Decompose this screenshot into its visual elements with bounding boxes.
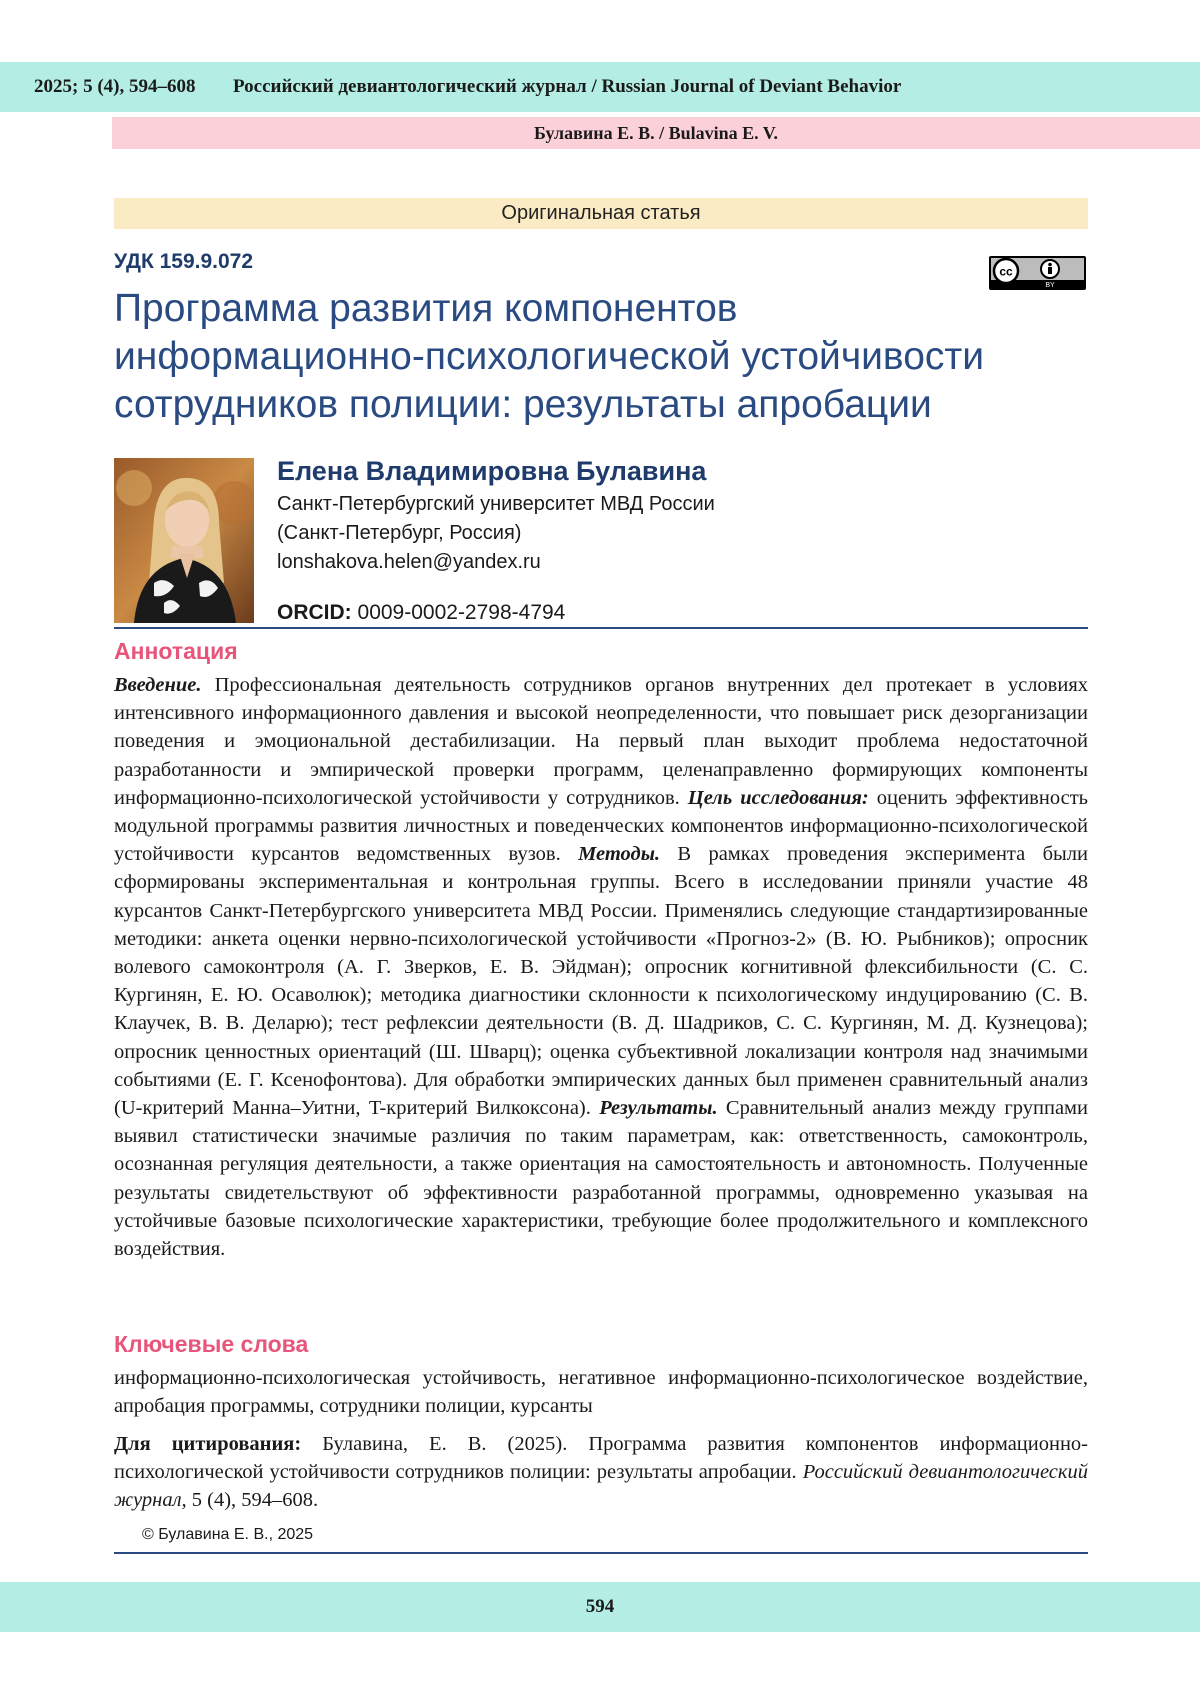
author-affiliation-block bbox=[277, 490, 715, 577]
title-line: сотрудников полиции: результаты апробации bbox=[114, 383, 932, 426]
journal-title: Российский девиантологический журнал / Russian Journal of Deviant Behavior bbox=[233, 76, 902, 97]
results-text: Сравнительный анализ между группами выявил статистически значимые различия по таким параметрам, как: ответственность, самоконтроль, осознанная регуляция деятельности, а также ориентация на самостоятельность и автономность. Полученные результаты свидетельствуют об эффективности разработанной программы, одновременно указывая на устойчивые базовые психологические характеристики, требующие более продолжительного и комплексного воздействия. bbox=[114, 1097, 1088, 1261]
aim-label: Цель исследования: bbox=[687, 786, 869, 809]
article-title bbox=[114, 285, 1094, 429]
author-email[interactable]: lonshakova.helen@yandex.ru bbox=[277, 551, 541, 573]
footer-band bbox=[0, 1582, 1200, 1632]
title-line: Программа развития компонентов bbox=[114, 287, 738, 330]
methods-text: В рамках проведения эксперимента были сформированы экспериментальная и контрольная группы. Всего в исследовании приняли участие 48 курсантов Санкт-Петербургского университета МВД России. Применялись следующие стандартизированные методики: анкета оценки нервно-психологической устойчивости «Прогноз-2» (В. Ю. Рыбников); опросник волевого самоконтроля (А. Г. Зверков, Е. В. Эйдман); опросник когнитивной флексибильности (С. С. Кургинян, Е. Ю. Осаволюк); методика диагностики склонности к психологическому индуцированию (С. В. Клаучек, В. В. Деларю); тест рефлексии деятельности (В. Д. Шадриков, С. С. Кургинян, М. Д. Кузнецова); опросник ценностных ориентаций (Ш. Шварц); оценка субъективной локализации контроля над значимыми событиями (Е. Г. Ксенофонтова). Для обработки эмпирических данных был применен сравнительный анализ (U-критерий Манна–Уитни, T-критерий Вилкоксона). bbox=[114, 843, 1088, 1120]
svg-text:cc: cc bbox=[999, 264, 1013, 279]
author-location: (Санкт-Петербург, Россия) bbox=[277, 522, 522, 544]
author-affiliation: Санкт-Петербургский университет МВД России bbox=[277, 493, 715, 515]
citation-tail: 5 (4), 594–608. bbox=[186, 1489, 319, 1512]
divider bbox=[114, 1552, 1088, 1554]
keywords-text: информационно-психологическая устойчивость, негативное информационно-психологическое воздействие, апробация программы, сотрудники полиции, курсанты bbox=[114, 1367, 1088, 1418]
citation-journal: Российский девиантологический журнал, bbox=[114, 1461, 1088, 1512]
methods-label: Методы. bbox=[578, 843, 661, 866]
divider bbox=[114, 627, 1088, 629]
page-number: 594 bbox=[585, 1596, 615, 1617]
running-author-band bbox=[112, 117, 1200, 149]
keywords-heading: Ключевые слова bbox=[114, 1331, 309, 1357]
issue-info: 2025; 5 (4), 594–608 bbox=[34, 76, 196, 97]
intro-text: Профессиональная деятельность сотрудников органов внутренних дел протекает в условиях интенсивного информационного давления и высокой неопределенности, что повышает риск дезорганизации поведения и эмоциональной дестабилизации. На первый план выходит проблема недостаточной разработанности и эмпирической проверки программ, целенаправленно формирующих компоненты информационно-психологической устойчивости у сотрудников. bbox=[114, 674, 1088, 809]
abstract-heading: Аннотация bbox=[114, 638, 238, 664]
title-line: информационно-психологической устойчивости bbox=[114, 335, 985, 378]
intro-label: Введение. bbox=[114, 674, 202, 696]
running-author: Булавина Е. В. / Bulavina E. V. bbox=[534, 123, 778, 143]
citation-body: Булавина, Е. В. (2025). Программа развития компонентов информационно-психологической устойчивости сотрудников полиции: результаты апробации. bbox=[114, 1433, 1089, 1484]
orcid-line bbox=[277, 601, 565, 625]
udk-code: УДК 159.9.072 bbox=[114, 250, 254, 273]
copyright: © Булавина Е. В., 2025 bbox=[142, 1526, 314, 1543]
author-photo bbox=[114, 458, 254, 623]
abstract-text bbox=[114, 671, 1088, 1263]
citation-text bbox=[114, 1430, 1088, 1515]
orcid-label: ORCID: bbox=[277, 601, 352, 624]
license-label: BY bbox=[1045, 282, 1055, 288]
author-name: Елена Владимировна Булавина bbox=[277, 456, 707, 486]
orcid-id[interactable]: 0009-0002-2798-4794 bbox=[357, 601, 566, 624]
aim-text: оценить эффективность модульной программы развития личностных и поведенческих компонентов информационно-психологической устойчивости курсантов ведомственных вузов. bbox=[114, 786, 1088, 866]
results-label: Результаты. bbox=[599, 1097, 718, 1120]
citation-label: Для цитирования: bbox=[114, 1433, 302, 1455]
article-type-label: Оригинальная статья bbox=[114, 198, 1088, 229]
journal-header-band bbox=[0, 62, 1200, 112]
